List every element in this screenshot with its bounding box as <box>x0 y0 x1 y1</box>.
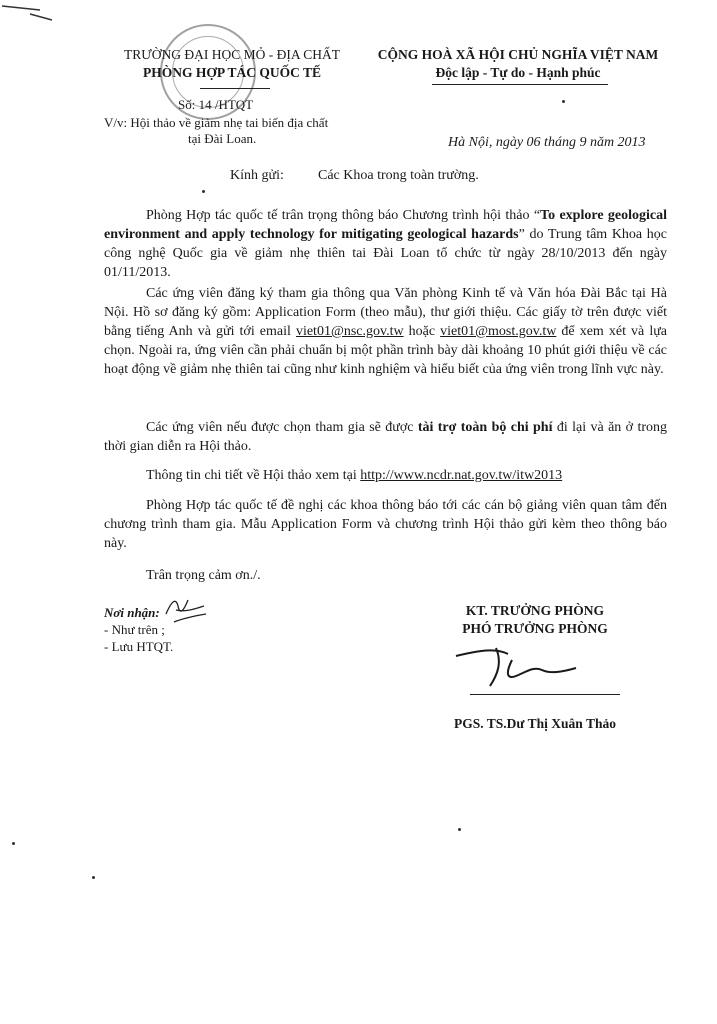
paragraph-3: Các ứng viên nếu được chọn tham gia sẽ được tài trợ toàn bộ chi phí đi lại và ăn ở trong thời gian diễn ra Hội thảo. <box>104 420 668 454</box>
recipients-item1: - Như trên ; <box>104 622 165 637</box>
paragraph-4: Thông tin chi tiết về Hội thảo xem tại http://www.ncdr.nat.gov.tw/itw2013 <box>146 468 563 483</box>
paragraph-1: Phòng Hợp tác quốc tế trân trọng thông báo Chương trình hội thảo “To explore geological environment and apply technology for mitigating geological hazards” do Trung tâm Khoa học công nghệ Quốc gia về giảm nhẹ thiên tai Đài Loan tổ chức từ ngày 28/10/2013 đến ngày 01/11/2013. <box>104 208 668 280</box>
paragraph-5: Phòng Hợp tác quốc tế đề nghị các khoa thông báo tới các cán bộ giảng viên quan tâm đến chương trình tham gia. Mẫu Application Form và chương trình Hội thảo gửi kèm theo thông báo này. <box>104 498 667 551</box>
initials-scribble-icon <box>160 592 210 626</box>
header-right-rule <box>432 84 608 85</box>
org-line1: TRƯỜNG ĐẠI HỌC MỎ - ĐỊA CHẤT <box>124 47 340 62</box>
closing-line: Trân trọng cảm ơn./. <box>146 568 261 583</box>
signature-block <box>430 602 640 638</box>
document-number: Số: 14 /HTQT <box>178 97 254 112</box>
subject-line2: tại Đài Loan. <box>188 131 257 146</box>
speck <box>458 828 461 831</box>
header-left-rule <box>200 88 270 89</box>
motto: Độc lập - Tự do - Hạnh phúc <box>435 65 601 80</box>
signer-name: PGS. TS.Dư Thị Xuân Thảo <box>454 716 616 731</box>
subject-line1: V/v: Hội thảo về giảm nhẹ tai biến địa chất <box>104 115 329 130</box>
paragraph-2: Các ứng viên đăng ký tham gia thông qua Văn phòng Kinh tế và Văn hóa Đài Bắc tại Hà Nội. Hồ sơ đăng ký gồm: Application Form (theo mẫu), thư giới thiệu. Các giấy tờ trên được viết bằng tiếng Anh và gửi tới email viet01@nsc.gov.tw hoặc viet01@most.gov.tw để xem xét và lựa chọn. Ngoài ra, ứng viên cần phải chuẩn bị một phần trình bày dài khoảng 10 phút giới thiệu về các hoạt động về giảm nhẹ thiên tai cũng như kinh nghiệm và hiểu biết của ứng viên trong lĩnh vực này. <box>104 286 668 377</box>
signer-role1: KT. TRƯỞNG PHÒNG <box>465 603 605 618</box>
speck <box>202 190 205 193</box>
speck <box>92 876 95 879</box>
document-date: Hà Nội, ngày 06 tháng 9 năm 2013 <box>448 135 646 150</box>
funding-note: tài trợ toàn bộ chi phí <box>417 420 553 435</box>
email-link-2[interactable]: viet01@most.gov.tw <box>440 324 557 339</box>
workshop-link[interactable]: http://www.ncdr.nat.gov.tw/itw2013 <box>360 468 563 483</box>
speck <box>562 100 565 103</box>
country-name: CỘNG HOÀ XÃ HỘI CHỦ NGHĨA VIỆT NAM <box>377 47 659 62</box>
email-link-1[interactable]: viet01@nsc.gov.tw <box>295 324 404 339</box>
header-left <box>104 46 360 82</box>
recipient-value: Các Khoa trong toàn trường. <box>318 168 479 183</box>
signature-underline <box>470 694 620 695</box>
signer-role2: PHÓ TRƯỞNG PHÒNG <box>462 621 608 636</box>
recipient-label: Kính gửi: <box>230 168 284 183</box>
corner-pen-mark <box>0 0 60 24</box>
speck <box>12 842 15 845</box>
recipients-title: Nơi nhận: <box>104 605 160 620</box>
header-right <box>362 46 674 82</box>
handwritten-signature-icon <box>450 636 630 696</box>
workshop-title: To explore geological environment and apply technology for mitigating geological hazards <box>104 208 667 242</box>
org-line2: PHÒNG HỢP TÁC QUỐC TẾ <box>142 65 322 80</box>
recipients-item2: - Lưu HTQT. <box>104 639 174 654</box>
